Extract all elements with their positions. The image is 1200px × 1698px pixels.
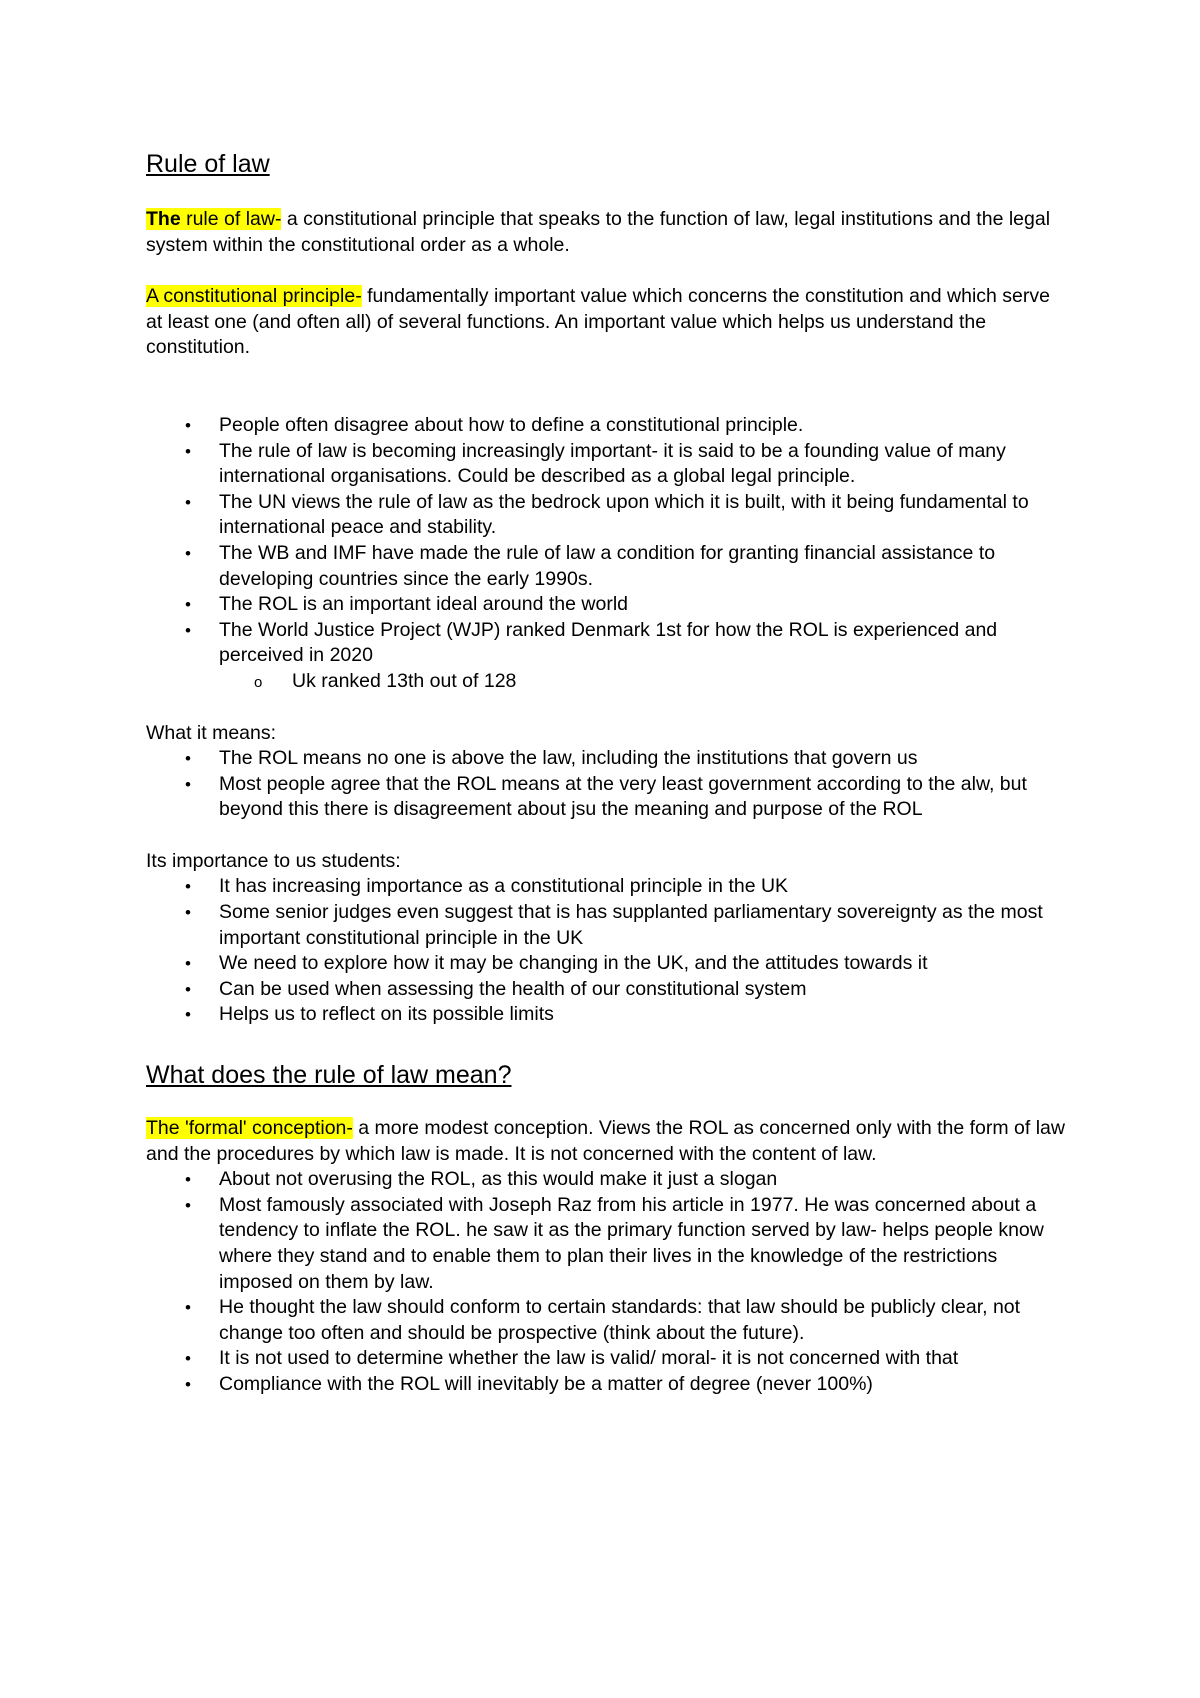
bullet-icon: • xyxy=(185,1195,191,1215)
bold-word: The xyxy=(146,208,181,230)
list-item xyxy=(146,874,1066,900)
list-item-text: Uk ranked 13th out of 128 xyxy=(292,669,517,692)
definition-text: a constitutional principle that speaks to the function of law, legal institutions and the legal system within the constitutional order as a whole. xyxy=(146,208,1051,256)
bullet-icon: • xyxy=(185,595,191,615)
list-item-text: It is not used to determine whether the law is valid/ moral- it is not concerned with that xyxy=(219,1347,959,1370)
bullet-icon: • xyxy=(185,543,191,563)
bullet-icon: • xyxy=(185,1005,191,1025)
list-item xyxy=(146,439,1066,490)
list-item-text: The World Justice Project (WJP) ranked Denmark 1st for how the ROL is experienced and perceived in 2020 xyxy=(219,618,998,667)
list-item-text: Can be used when assessing the health of our constitutional system xyxy=(219,977,807,1000)
list-item-text: About not overusing the ROL, as this would make it just a slogan xyxy=(219,1168,778,1191)
list-item xyxy=(146,746,1066,772)
bullet-icon: • xyxy=(185,774,191,794)
bullet-icon: • xyxy=(185,903,191,923)
list-item-text: The WB and IMF have made the rule of law a condition for granting financial assistance to developing countries since the early 1990s. xyxy=(219,541,996,590)
means-heading: What it means: xyxy=(146,721,277,744)
term-text: rule of law- xyxy=(180,208,282,230)
list-item-text: The ROL means no one is above the law, including the institutions that govern us xyxy=(219,747,918,770)
document-page xyxy=(146,147,1066,1398)
importance-bullet-list xyxy=(146,874,1066,1028)
bullet-icon: • xyxy=(185,1298,191,1318)
bullet-icon: • xyxy=(185,1349,191,1369)
circle-bullet-icon: o xyxy=(254,673,263,691)
list-item xyxy=(146,1167,1066,1193)
list-item xyxy=(146,1193,1066,1295)
definition-constitutional-principle xyxy=(146,284,1066,361)
means-bullet-list xyxy=(146,746,1066,823)
highlighted-term: A constitutional principle- xyxy=(146,285,362,308)
definition-text: fundamentally important value which concerns the constitution and which serve at least one (and often all) of several functions. An important value which helps us understand the constitution. xyxy=(146,285,1050,359)
bullet-icon: • xyxy=(185,979,191,999)
list-item xyxy=(146,413,1066,439)
list-item-text: Some senior judges even suggest that is has supplanted parliamentary sovereignty as the most important constitutional principle in the UK xyxy=(219,901,1043,949)
list-item-text: He thought the law should conform to certain standards: that law should be publicly clear, not change too often and should be prospective (think about the future). xyxy=(219,1296,1021,1344)
list-item-text: The ROL is an important ideal around the world xyxy=(219,593,628,616)
list-item xyxy=(146,1372,1066,1398)
formal-bullet-list xyxy=(146,1167,1066,1397)
list-item xyxy=(146,618,1066,669)
bullet-icon: • xyxy=(185,954,191,974)
importance-heading: Its importance to us students: xyxy=(146,849,401,872)
section-heading: What does the rule of law mean? xyxy=(146,1061,512,1090)
list-item xyxy=(146,900,1066,951)
highlighted-term xyxy=(146,208,281,230)
bullet-icon: • xyxy=(185,1374,191,1394)
list-item-text: We need to explore how it may be changing in the UK, and the attitudes towards it xyxy=(219,952,928,975)
list-item-text: It has increasing importance as a constitutional principle in the UK xyxy=(219,875,789,898)
bullet-icon: • xyxy=(185,492,191,512)
list-item-text: Most people agree that the ROL means at the very least government according to the alw, but beyond this there is disagreement about jsu the meaning and purpose of the ROL xyxy=(219,772,1027,821)
bullet-icon: • xyxy=(185,749,191,769)
bullet-icon: • xyxy=(185,441,191,461)
definition-rule-of-law xyxy=(146,207,1066,258)
list-item xyxy=(146,772,1066,823)
definition-text: a more modest conception. Views the ROL as concerned only with the form of law and the procedures by which law is made. It is not concerned with the content of law. xyxy=(146,1117,1065,1165)
list-item xyxy=(146,541,1066,592)
list-item xyxy=(146,592,1066,618)
list-item xyxy=(146,490,1066,541)
list-item-text: The UN views the rule of law as the bedrock upon which it is built, with it being fundamental to international peace and stability. xyxy=(219,490,1029,539)
bullet-icon: • xyxy=(185,415,191,435)
definition-formal-conception xyxy=(146,1116,1066,1167)
list-item-text: The rule of law is becoming increasingly important- it is said to be a founding value of many international organisations. Could be described as a global legal principle. xyxy=(219,439,1006,488)
bullet-icon: • xyxy=(185,620,191,640)
bullet-icon: • xyxy=(185,877,191,897)
highlighted-term: The 'formal' conception- xyxy=(146,1117,353,1140)
sub-list-item xyxy=(146,669,1066,695)
list-item xyxy=(146,977,1066,1003)
bullet-icon: • xyxy=(185,1170,191,1190)
page-title: Rule of law xyxy=(146,150,270,178)
list-item-text: People often disagree about how to define a constitutional principle. xyxy=(219,413,804,436)
list-item-text: Helps us to reflect on its possible limits xyxy=(219,1003,554,1026)
list-item xyxy=(146,1295,1066,1346)
list-item xyxy=(146,1346,1066,1372)
list-item-text: Compliance with the ROL will inevitably be a matter of degree (never 100%) xyxy=(219,1372,873,1395)
intro-bullet-list xyxy=(146,413,1066,695)
list-item-text: Most famously associated with Joseph Raz from his article in 1977. He was concerned about a tendency to inflate the ROL. he saw it as the primary function served by law- helps people know where they stand and to enable them to plan their lives in the knowledge of the restrictions imposed on them by law. xyxy=(219,1193,1044,1293)
list-item xyxy=(146,1002,1066,1028)
list-item xyxy=(146,951,1066,977)
